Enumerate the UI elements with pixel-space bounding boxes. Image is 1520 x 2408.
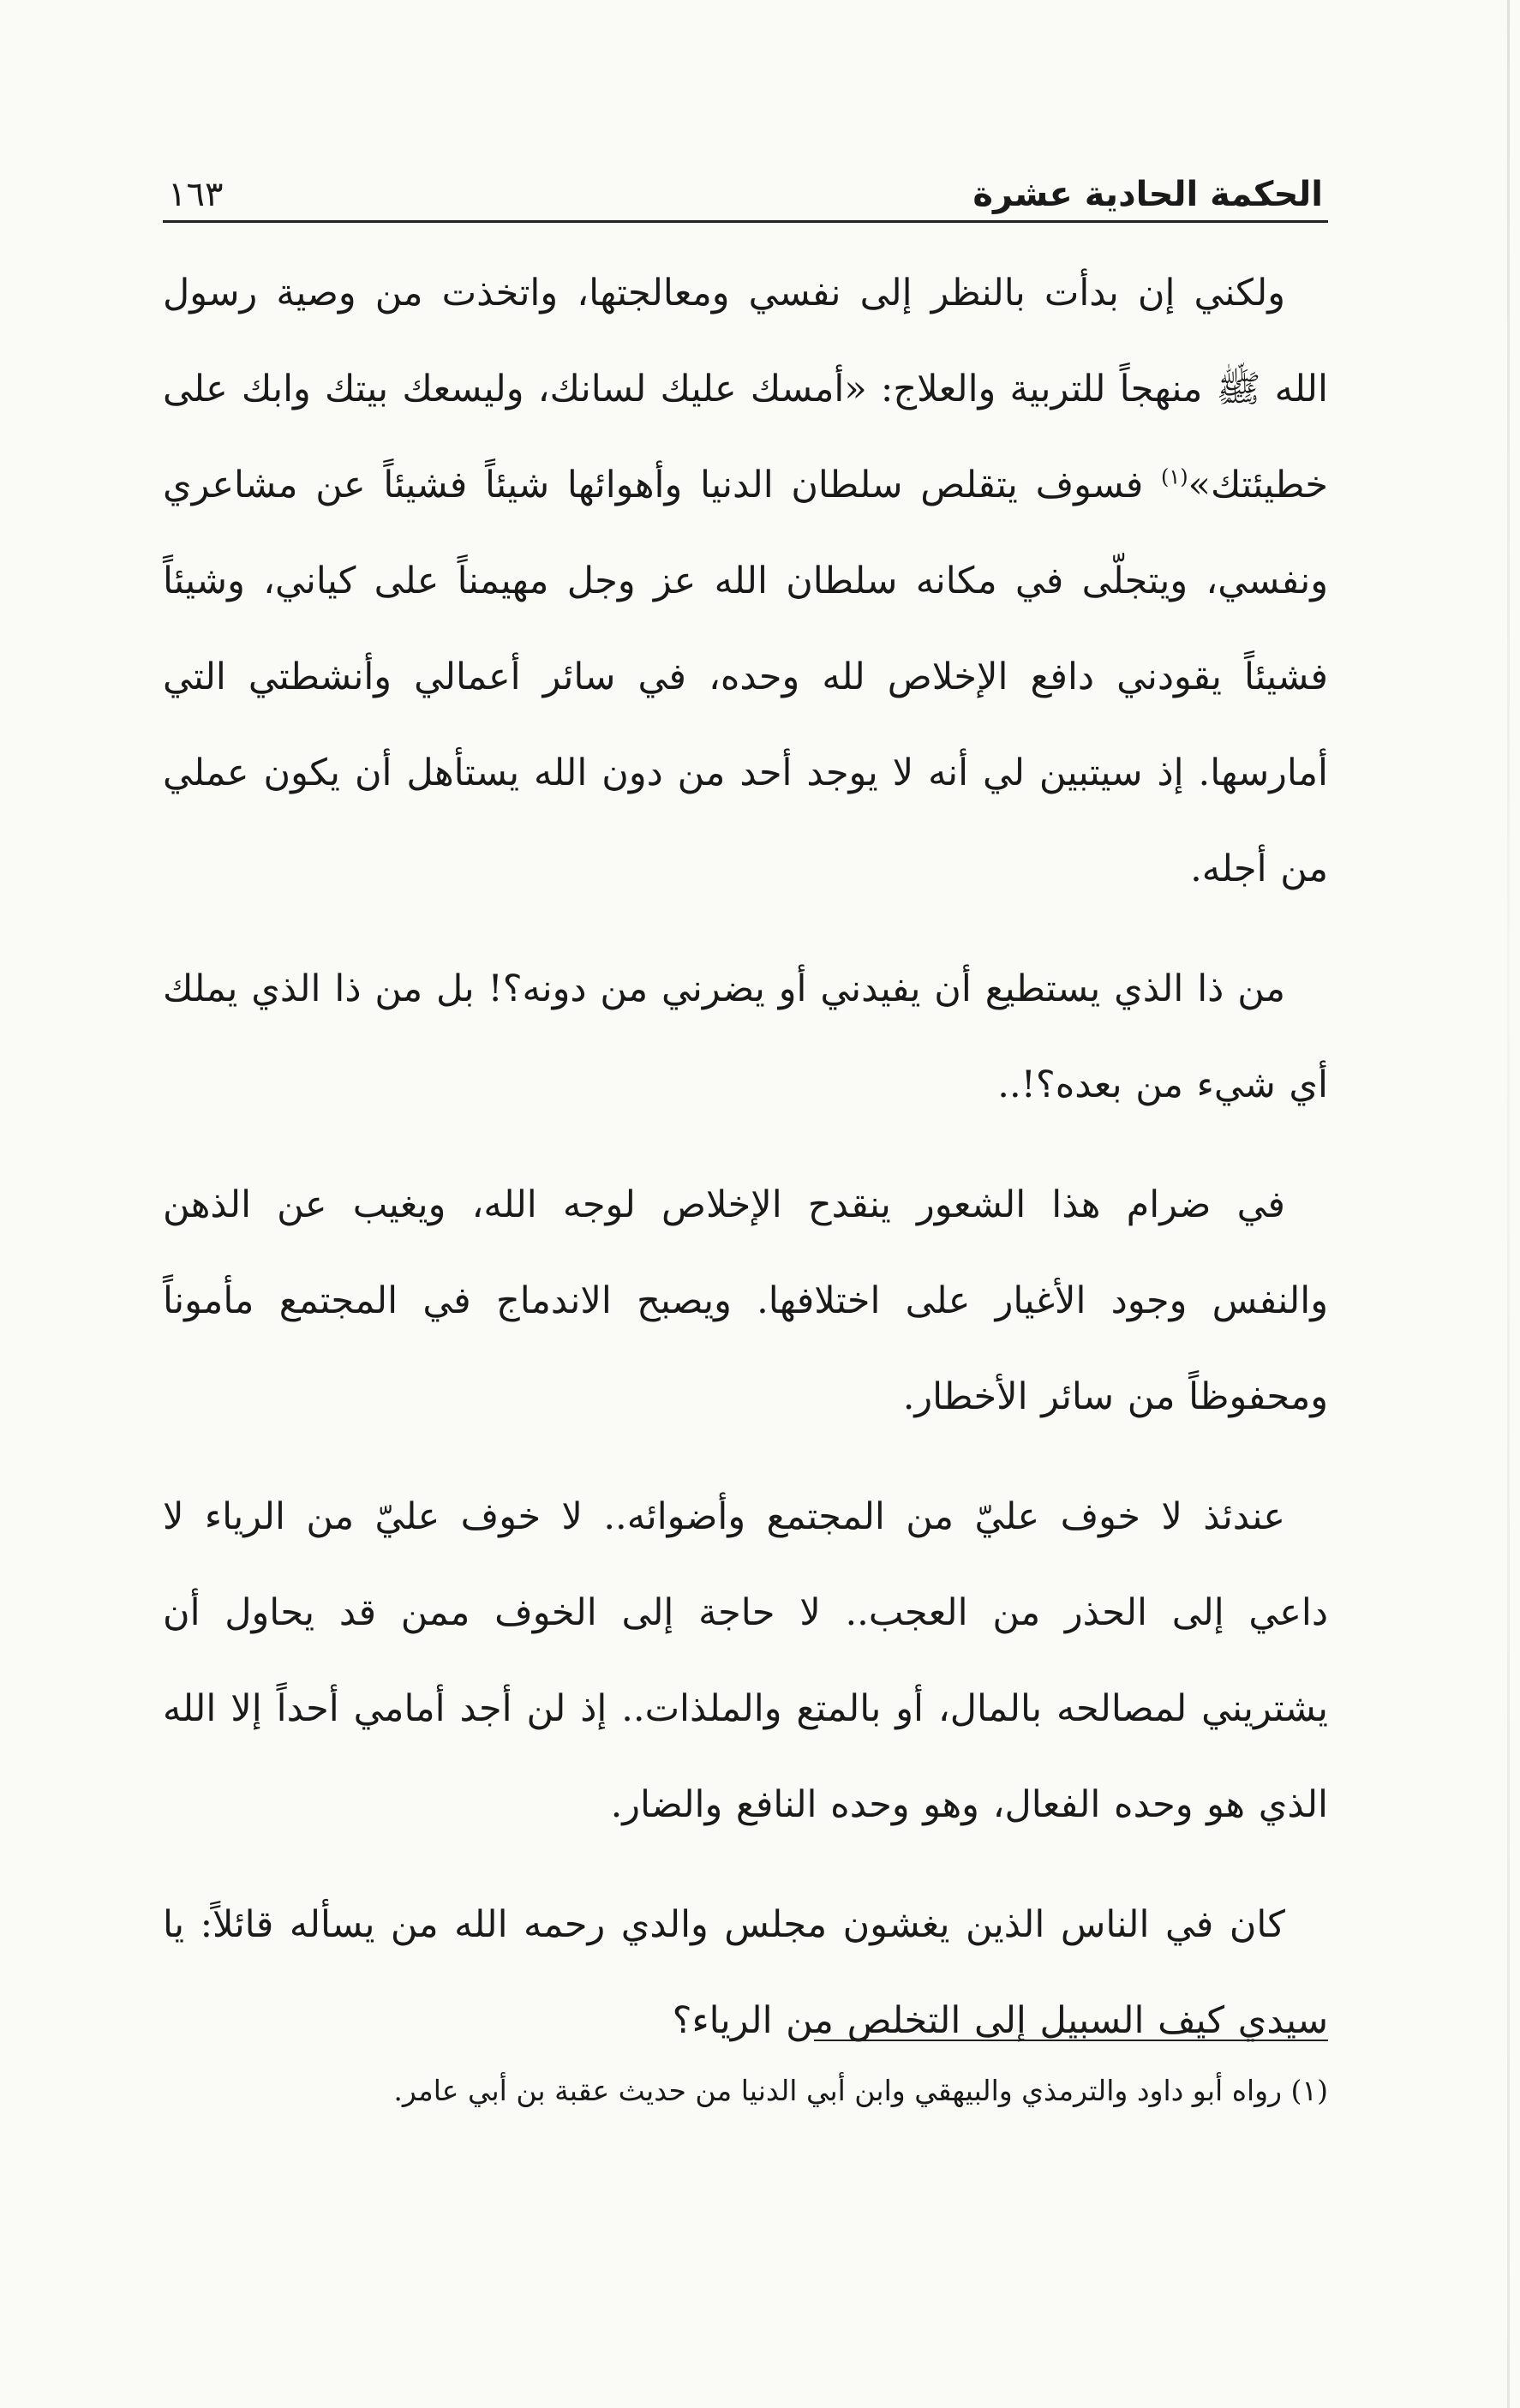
paragraph-1 [163, 245, 1328, 917]
body-text [163, 245, 1328, 2069]
paragraph-4: عندئذ لا خوف عليّ من المجتمع وأضوائه.. لا خوف عليّ من الرياء لا داعي إلى الحذر من العجب.. لا حاجة إلى الخوف ممن قد يحاول أن يشتريني لمصالحه بالمال، أو بالمتع والملذات.. إذ لن أجد أمامي أحداً إلا الله الذي هو وحده الفعال، وهو وحده النافع والضار. [163, 1495, 1328, 1826]
running-header [163, 163, 1328, 223]
book-page [163, 163, 1328, 2288]
paragraph-5: كان في الناس الذين يغشون مجلس والدي رحمه الله من يسأله قائلاً: يا سيدي كيف السبيل إلى التخلص من الرياء؟ [163, 1903, 1328, 2042]
footnote-separator [814, 2040, 1328, 2041]
page-number: ١٦٣ [168, 175, 224, 214]
paragraph-3: في ضرام هذا الشعور ينقدح الإخلاص لوجه الله، ويغيب عن الذهن والنفس وجود الأغيار على اختلافها. ويصبح الاندماج في المجتمع مأموناً ومحفوظاً من سائر الأخطار. [163, 1183, 1328, 1418]
paragraph-1-text: ولكني إن بدأت بالنظر إلى نفسي ومعالجتها، واتخذت من وصية رسول الله ﷺ منهجاً للتربية والعلاج: «أمسك عليك لسانك، وليسعك بيتك وابك على خطيئتك» [163, 272, 1328, 506]
chapter-title: الحكمة الحادية عشرة [972, 175, 1323, 214]
scan-edge-shadow [1507, 0, 1510, 2408]
footnote: (١) رواه أبو داود والترمذي والبيهقي وابن أبي الدنيا من حديث عقبة بن أبي عامر. [393, 2074, 1328, 2107]
paragraph-1-text-continued: فسوف يتقلص سلطان الدنيا وأهوائها شيئاً فشيئاً عن مشاعري ونفسي، ويتجلّى في مكانه سلطان الله عز وجل مهيمناً على كياني، وشيئاً فشيئاً يقودني دافع الإخلاص لله وحده، في سائر أعمالي وأنشطتي التي أمارسها. إذ سيتبين لي أنه لا يوجد أحد من دون الله يستأهل أن يكون عملي من أجله. [163, 464, 1328, 890]
footnote-reference[interactable]: (١) [1161, 464, 1188, 489]
paragraph-2: من ذا الذي يستطيع أن يفيدني أو يضرني من دونه؟! بل من ذا الذي يملك أي شيء من بعده؟!.. [163, 967, 1328, 1106]
